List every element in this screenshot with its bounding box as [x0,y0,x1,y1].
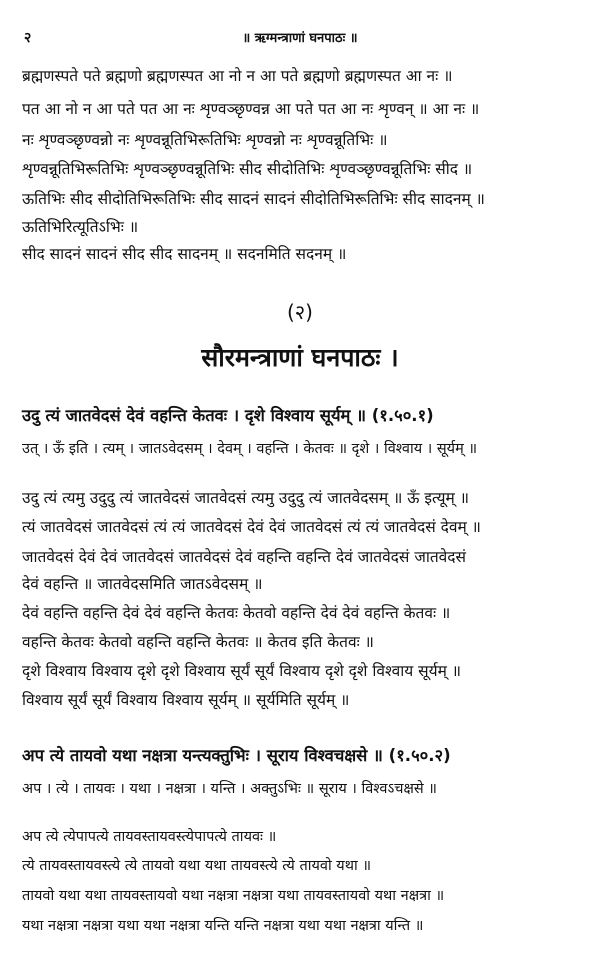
page-header [0,28,600,48]
ghana-line: दृशे विश्वाय विश्वाय दृशे दृशे विश्वाय सूर्यं सूर्यं विश्वाय दृशे दृशे विश्वाय सूर्यम् ॥ [22,662,462,680]
ghana-line: पत आ नो न आ पते पत आ नः शृण्वञ्छृण्वन्न आ पते पत आ नः शृण्वन् ॥ आ नः ॥ [22,100,480,118]
ghana-line: ब्रह्मणस्पते पते ब्रह्मणो ब्रह्मणस्पत आ नो न आ पते ब्रह्मणो ब्रह्मणस्पत आ नः ॥ [22,67,453,85]
ghana-line: नः शृण्वञ्छृण्वन्नो नः शृण्वन्नूतिभिरूतिभिः शृण्वन्नो नः शृण्वन्नूतिभिः ॥ [22,131,388,149]
section-number: (२) [286,300,313,324]
samhita-verse: उदु त्यं जातवेदसं देवं वहन्ति केतवः । दृशे विश्वाय सूर्यम् ॥ (१.५०.१) [22,406,434,425]
ghana-line: तायवो यथा यथा तायवस्तायवो यथा नक्षत्रा नक्षत्रा यथा तायवस्तायवो यथा नक्षत्रा ॥ [22,888,445,904]
ghana-line: जातवेदसं देवं देवं जातवेदसं जातवेदसं देवं वहन्ति वहन्ति देवं जातवेदसं जातवेदसं [22,548,466,566]
section-title: सौरमन्त्राणां घनपाठः । [201,343,399,372]
ghana-line: विश्वाय सूर्यं सूर्यं विश्वाय विश्वाय सूर्यम् ॥ सूर्यमिति सूर्यम् ॥ [22,691,350,709]
ghana-line: अप त्ये त्येपापत्ये तायवस्तायवस्त्येपापत्ये तायवः ॥ [22,829,277,845]
pada-text: अप । त्ये । तायवः । यथा । नक्षत्रा । यन्ति । अक्तुऽभिः ॥ सूराय । विश्वऽचक्षसे ॥ [22,781,437,797]
ghana-line: देवं वहन्ति वहन्ति देवं देवं वहन्ति केतवः केतवो वहन्ति देवं देवं वहन्ति केतवः ॥ [22,604,451,622]
ghana-line: शृण्वन्नूतिभिरूतिभिः शृण्वञ्छृण्वन्नूतिभिः सीद सीदोतिभिः शृण्वञ्छृण्वन्नूतिभिः सीद ॥ [22,160,473,178]
ghana-line: सीद सादनं सादनं सीद सीद सादनम् ॥ सदनमिति सदनम् ॥ [22,245,347,263]
pada-text: उत् । ऊँ इति । त्यम् । जातऽवेदसम् । देवम् । वहन्ति । केतवः ॥ दृशे । विश्वाय । सूर्यम् ॥ [22,441,478,457]
ghana-line: त्ये तायवस्तायवस्त्ये त्ये तायवो यथा यथा तायवस्त्ये त्ये तायवो यथा ॥ [22,858,372,874]
page-number: २ [24,30,32,46]
ghana-line: देवं वहन्ति ॥ जातवेदसमिति जातऽवेदसम् ॥ [22,575,263,593]
samhita-verse: अप त्ये तायवो यथा नक्षत्रा यन्त्यक्तुभिः । सूराय विश्वचक्षसे ॥ (१.५०.२) [22,746,451,765]
ghana-line: ऊतिभिरित्यूतिऽभिः ॥ [22,218,139,236]
ghana-line: त्यं जातवेदसं जातवेदसं त्यं त्यं जातवेदसं देवं देवं जातवेदसं त्यं त्यं जातवेदसं देवम् ॥ [22,518,481,536]
ghana-line: उदु त्यं त्यमु उदुदु त्यं जातवेदसं जातवेदसं त्यमु उदुदु त्यं जातवेदसम् ॥ ऊँ इत्यूम् ॥ [22,489,469,507]
ghana-line: यथा नक्षत्रा नक्षत्रा यथा यथा नक्षत्रा यन्ति यन्ति नक्षत्रा यथा यथा नक्षत्रा यन्ति ॥ [22,918,424,934]
ghana-line: ऊतिभिः सीद सीदोतिभिरूतिभिः सीद सादनं सादनं सीदोतिभिरूतिभिः सीद सादनम् ॥ [22,190,485,208]
ghana-line: वहन्ति केतवः केतवो वहन्ति वहन्ति केतवः ॥ केतव इति केतवः ॥ [22,633,374,651]
running-title: ॥ ऋग्मन्त्राणां घनपाठः ॥ [242,31,358,46]
